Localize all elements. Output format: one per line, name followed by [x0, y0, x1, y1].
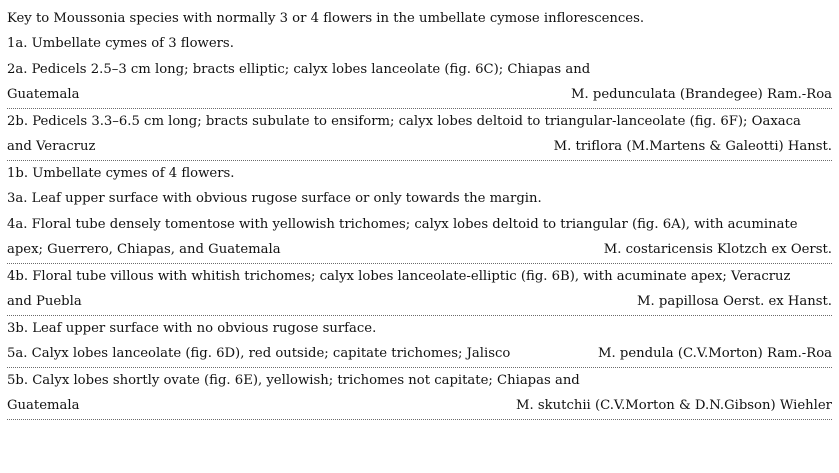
- key-couplet-text: apex; Guerrero, Chiapas, and Guatemala: [7, 242, 281, 257]
- key-couplet-text: Guatemala: [7, 87, 80, 102]
- key-row-2b-line2: [7, 134, 832, 161]
- key-couplet-text: 1b. Umbellate cymes of 4 flowers.: [7, 165, 235, 181]
- key-row-4a-line1: [7, 212, 832, 238]
- species-name: M. triflora (M.Martens & Galeotti) Hanst.: [553, 139, 832, 154]
- key-couplet-text: 2b. Pedicels 3.3–6.5 cm long; bracts subulate to ensiform; calyx lobes deltoid to triangular-lanceolate (fig. 6F); Oaxaca: [7, 113, 801, 129]
- key-row-5a: [7, 341, 832, 368]
- key-row-5b-line1: [7, 368, 832, 394]
- key-row-2b-line1: [7, 109, 832, 135]
- species-name: M. costaricensis Klotzch ex Oerst.: [603, 242, 832, 257]
- key-row-4b-line1: [7, 264, 832, 290]
- key-couplet-text: 3a. Leaf upper surface with obvious rugose surface or only towards the margin.: [7, 191, 542, 206]
- key-couplet-text: Guatemala: [7, 398, 80, 413]
- key-title: Key to Moussonia species with normally 3 or 4 flowers in the umbellate cymose inflorescences.: [7, 11, 645, 26]
- key-couplet-text: 2a. Pedicels 2.5–3 cm long; bracts elliptic; calyx lobes lanceolate (fig. 6C); Chiapas and: [7, 61, 591, 77]
- species-name: M. skutchii (C.V.Morton & D.N.Gibson) Wiehler: [516, 398, 832, 413]
- key-row-3a: [7, 186, 832, 212]
- species-name: M. papillosa Oerst. ex Hanst.: [637, 294, 832, 309]
- key-couplet-text: 1a. Umbellate cymes of 3 flowers.: [7, 36, 234, 51]
- key-couplet-text: 5b. Calyx lobes shortly ovate (fig. 6E), yellowish; trichomes not capitate; Chiapas and: [7, 372, 580, 388]
- key-row-3b: [7, 316, 832, 342]
- key-couplet-text: 3b. Leaf upper surface with no obvious rugose surface.: [7, 320, 377, 336]
- species-name: M. pendula (C.V.Morton) Ram.-Roa: [598, 346, 832, 361]
- key-row-1b: [7, 161, 832, 187]
- key-row-1a: [7, 31, 832, 57]
- key-couplet-text: 5a. Calyx lobes lanceolate (fig. 6D), red outside; capitate trichomes; Jalisco: [7, 346, 511, 361]
- key-row-4a-line2: [7, 237, 832, 264]
- key-row-2a-line2: [7, 82, 832, 109]
- key-couplet-text: 4b. Floral tube villous with whitish trichomes; calyx lobes lanceolate-elliptic (fig. 6B), with acuminate apex; Veracruz: [7, 268, 791, 284]
- key-row-4b-line2: [7, 289, 832, 316]
- key-couplet-text: and Veracruz: [7, 139, 96, 154]
- key-couplet-text: 4a. Floral tube densely tomentose with yellowish trichomes; calyx lobes deltoid to triangular (fig. 6A), with acuminate: [7, 216, 798, 232]
- key-couplet-text: and Puebla: [7, 294, 82, 309]
- species-name: M. pedunculata (Brandegee) Ram.-Roa: [571, 87, 832, 102]
- key-row-2a-line1: [7, 57, 832, 83]
- key-row-5b-line2: [7, 393, 832, 420]
- species-key-document: [7, 6, 832, 420]
